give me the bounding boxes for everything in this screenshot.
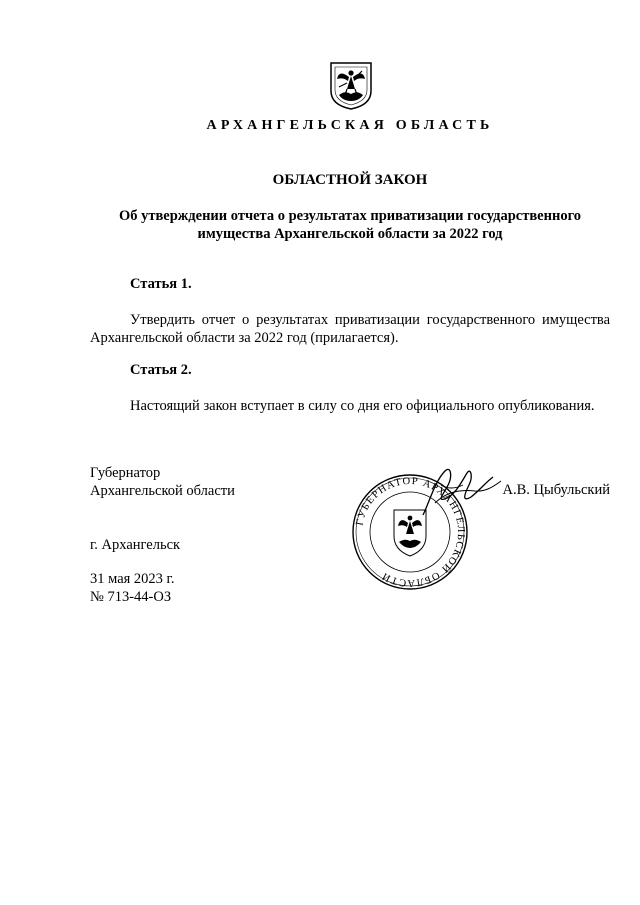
law-title <box>90 207 610 243</box>
article-1-text: Утвердить отчет о результатах приватизации государственного имущества Архангельской области за 2022 год (прилагается). <box>90 312 610 346</box>
law-type-heading: ОБЛАСТНОЙ ЗАКОН <box>272 172 428 188</box>
law-title-line-1: Об утверждении отчета о результатах приватизации государственного <box>118 208 582 224</box>
law-title-line-2: имущества Архангельской области за 2022 год <box>197 226 503 242</box>
law-number: № 713-44-ОЗ <box>90 589 172 605</box>
coat-of-arms-icon <box>329 61 373 111</box>
governor-position-line-2: Архангельской области <box>90 483 235 499</box>
article-2-text: Настоящий закон вступает в силу со дня его официального опубликования. <box>130 398 595 414</box>
region-name: АРХАНГЕЛЬСКАЯ ОБЛАСТЬ <box>206 118 494 133</box>
city: г. Архангельск <box>90 537 181 553</box>
svg-text:ГУБЕРНАТОР АРХАНГЕЛЬСКОЙ ОБЛАС: ГУБЕРНАТОР АРХАНГЕЛЬСКОЙ ОБЛАСТИ <box>354 475 467 589</box>
article-1-heading: Статья 1. <box>130 276 192 292</box>
law-date: 31 мая 2023 г. <box>90 571 175 587</box>
article-2-heading: Статья 2. <box>130 362 192 378</box>
signer-name: А.В. Цыбульский <box>502 482 610 498</box>
governor-position-line-1: Губернатор <box>90 465 161 481</box>
handwritten-signature <box>415 463 505 523</box>
